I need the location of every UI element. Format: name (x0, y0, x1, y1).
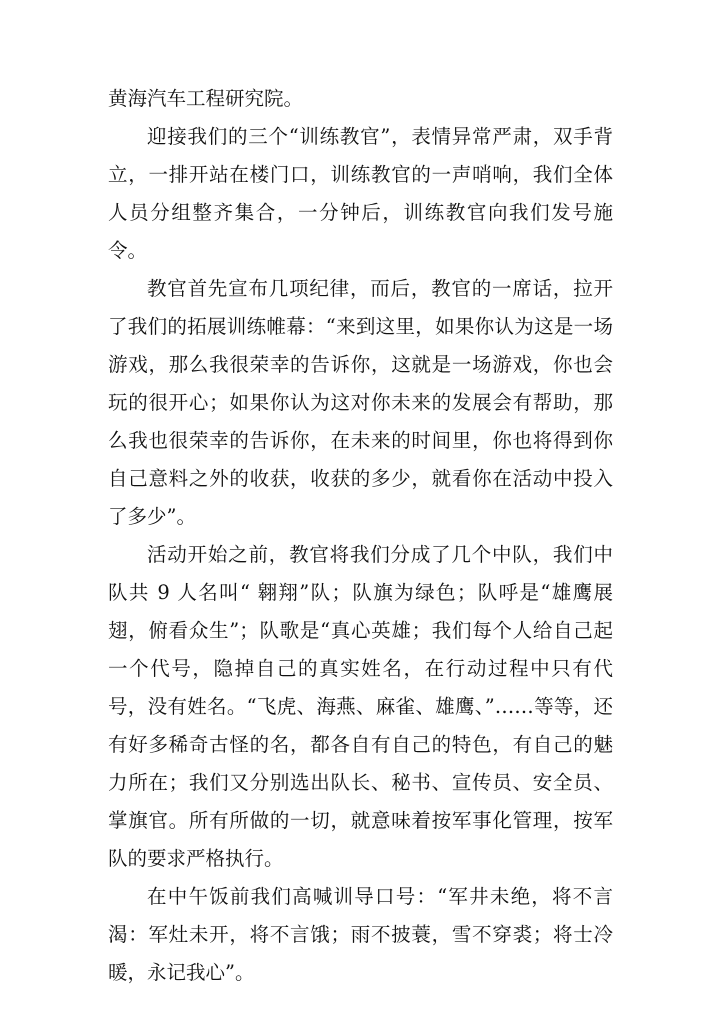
paragraph-teams: 活动开始之前，教官将我们分成了几个中队，我们中队共 9 人名叫“ 翱翔”队；队旗为绿色；队呼是“雄鹰展翅，俯看众生”；队歌是“真心英雄；我们每个人给自己起一个代号，隐掉自己的真实姓名，在行动过程中只有代号，没有姓名。“飞虎、海燕、麻雀、雄鹰、”……等等，还有好多稀奇古怪的名，都各自有自己的特色，有自己的魅力所在；我们又分别选出队长、秘书、宣传员、安全员、掌旗官。所有所做的一切，就意味着按军事化管理，按军队的要求严格执行。 (108, 543, 613, 870)
paragraph-continuation: 黄海汽车工程研究院。 (108, 87, 304, 110)
paragraph-instructors: 迎接我们的三个“训练教官”，表情异常严肃，双手背立，一排开站在楼门口，训练教官的一声哨响，我们全体人员分组整齐集合，一分钟后，训练教官向我们发号施令。 (108, 125, 613, 262)
paragraph-slogan: 在中午饭前我们高喊训导口号：“军井未绝，将不言渴：军灶未开，将不言饿；雨不披蓑，雪不穿裘；将士冷暖，永记我心”。 (108, 885, 613, 984)
document-page (108, 80, 613, 992)
paragraph-discipline: 教官首先宣布几项纪律，而后，教官的一席话，拉开了我们的拓展训练帷幕：“来到这里，如果你认为这是一场游戏，那么我很荣幸的告诉你，这就是一场游戏，你也会玩的很开心；如果你认为这对你未来的发展会有帮助，那么我也很荣幸的告诉你，在未来的时间里，你也将得到你自己意料之外的收获，收获的多少，就看你在活动中投入了多少”。 (108, 277, 613, 528)
